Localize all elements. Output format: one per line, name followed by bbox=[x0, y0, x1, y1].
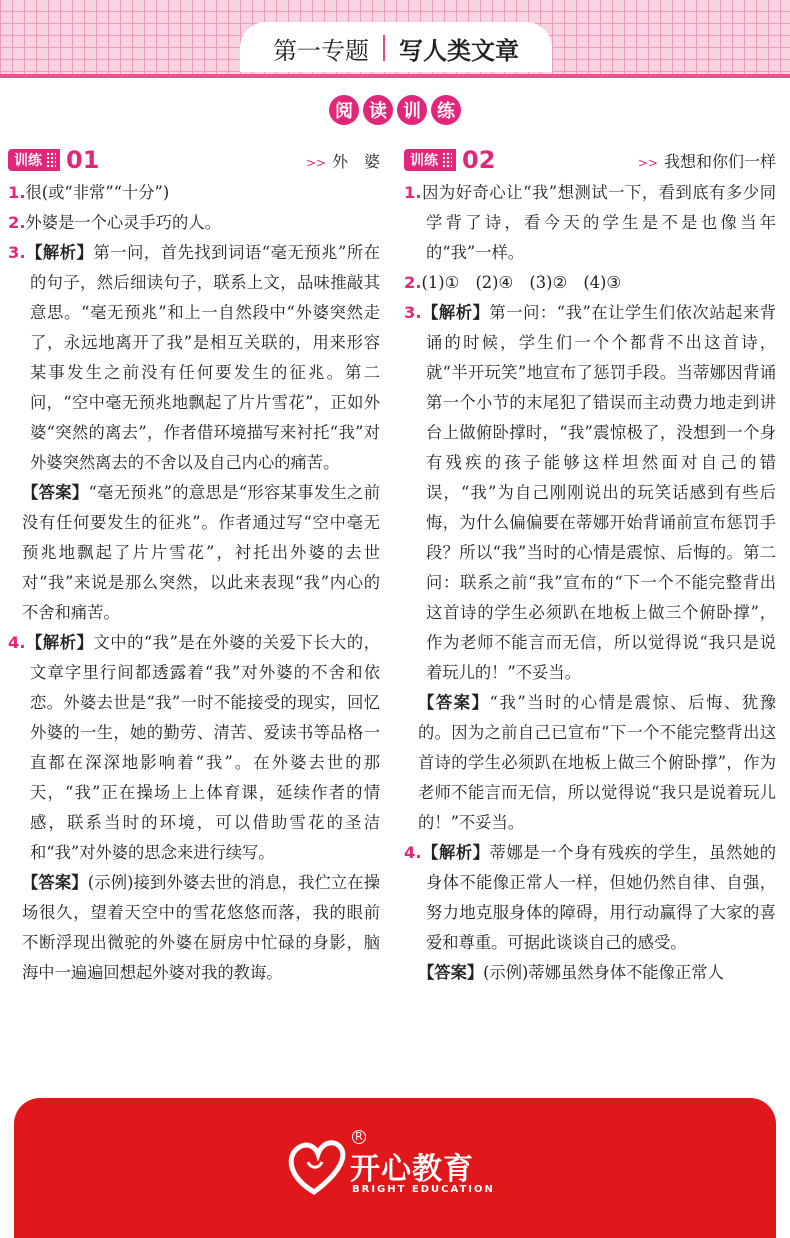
section-title bbox=[0, 95, 790, 125]
item-text: 很(或“非常”“十分”) bbox=[25, 183, 170, 202]
chapter-title bbox=[240, 26, 552, 70]
item-text: 蒂娜是一个身有残疾的学生，虽然她的身体不能像正常人一样，但她仍然自律、自强，努力地克服身体的障碍，用行动赢得了大家的喜爱和尊重。可据此谈谈自己的感受。 bbox=[426, 843, 776, 952]
answer-paragraph bbox=[404, 958, 776, 988]
item-text: “我”当时的心情是震惊、后悔、犹豫的。因为之前自己已宣布“下一个不能完整背出这首诗的学生必须趴在地板上做三个俯卧撑”，作为老师不能言而无信，所以觉得说“我只是说着玩儿的！”不妥当。 bbox=[418, 693, 776, 832]
question-item bbox=[8, 208, 380, 238]
answer-paragraph bbox=[404, 688, 776, 838]
item-number: 4. bbox=[8, 633, 26, 652]
header-divider bbox=[0, 74, 790, 78]
section-char: 练 bbox=[431, 95, 461, 125]
item-tag: 【解析】 bbox=[421, 303, 490, 322]
question-item bbox=[404, 268, 776, 298]
item-text: 文中的“我”是在外婆的关爱下长大的，文章字里行间都透露着“我”对外婆的不舍和依恋。外婆去世是“我”一时不能接受的现实，回忆外婆的一生，她的勤劳、清苦、爱读书等品格一直都在深深地影响着“我”。在外婆去世的那天，“我”正在操场上上体育课，延续作者的情感，联系当时的环境，可以借助雪花的圣洁和“我”对外婆的思念来进行续写。 bbox=[30, 633, 380, 862]
item-number: 1. bbox=[8, 183, 26, 202]
item-number: 1. bbox=[404, 183, 422, 202]
item-text: “毫无预兆”的意思是“形容某事发生之前没有任何要发生的征兆”。作者通过写“空中毫无预兆地飘起了片片雪花”，衬托出外婆的去世对“我”来说是那么突然，以此来表现“我”内心的不舍和痛苦。 bbox=[22, 483, 380, 622]
question-item bbox=[8, 238, 380, 478]
exercise-header bbox=[8, 146, 380, 174]
exercise-badge bbox=[404, 149, 456, 171]
item-tag: 【解析】 bbox=[25, 243, 94, 262]
item-number: 3. bbox=[8, 243, 26, 262]
item-tag: 【答案】 bbox=[418, 963, 484, 982]
dots-icon bbox=[442, 152, 452, 168]
item-tag: 【解析】 bbox=[421, 843, 490, 862]
arrow-icon: >> bbox=[305, 155, 326, 170]
dots-icon bbox=[46, 152, 56, 168]
item-text: 第一问：“我”在让学生们依次站起来背诵的时候，学生们一个个都背不出这首诗，就“半开玩笑”地宣布了惩罚手段。当蒂娜因背诵第一个小节的末尾犯了错误而主动费力地走到讲台上做俯卧撑时，“我”震惊极了，没想到一个身有残疾的孩子能够这样坦然面对自己的错误，“我”为自己刚刚说出的玩笑话感到有些后悔，为什么偏偏要在蒂娜开始背诵前宣布惩罚手段？所以“我”当时的心情是震惊、后悔的。第二问：联系之前“我”宣布的“下一个不能完整背出这首诗的学生必须趴在地板上做三个俯卧撑”，作为老师不能言而无信，所以觉得说“我只是说着玩儿的！”不妥当。 bbox=[426, 303, 776, 682]
item-number: 3. bbox=[404, 303, 422, 322]
item-text: (1)① (2)④ (3)② (4)③ bbox=[421, 273, 621, 292]
item-text: 第一问，首先找到词语“毫无预兆”所在的句子，然后细读句子，联系上文，品味推敲其意思。“毫无预兆”和上一自然段中“外婆突然走了，永远地离开了我”是相互关联的，用来形容某事发生之前没有任何要发生的征兆。第二问，“空中毫无预兆地飘起了片片雪花”，正如外婆“突然的离去”，作者借环境描写来衬托“我”对外婆突然离去的不舍以及自己内心的痛苦。 bbox=[30, 243, 380, 472]
section-char: 阅 bbox=[329, 95, 359, 125]
exercise-badge bbox=[8, 149, 60, 171]
answer-paragraph bbox=[8, 478, 380, 628]
chapter-name: 写人类文章 bbox=[399, 36, 519, 65]
item-text: 外婆是一个心灵手巧的人。 bbox=[25, 213, 221, 232]
exercise-topic bbox=[638, 149, 776, 172]
topic-label: 我想和你们一样 bbox=[663, 151, 776, 171]
question-item bbox=[8, 628, 380, 868]
item-number: 2. bbox=[404, 273, 422, 292]
answer-paragraph bbox=[8, 868, 380, 988]
item-tag: 【解析】 bbox=[25, 633, 94, 652]
exercise-header bbox=[404, 146, 776, 174]
brand-name: 开心教育 bbox=[350, 1152, 474, 1187]
section-char: 训 bbox=[397, 95, 427, 125]
item-number: 2. bbox=[8, 213, 26, 232]
item-tag: 【答案】 bbox=[22, 483, 89, 502]
item-text: (示例)接到外婆去世的消息，我伫立在操场很久，望着天空中的雪花悠悠而落，我的眼前不断浮现出微驼的外婆在厨房中忙碌的身影，脑海中一遍遍回想起外婆对我的教诲。 bbox=[22, 873, 380, 982]
left-column bbox=[8, 146, 380, 988]
right-column bbox=[404, 146, 776, 988]
question-item bbox=[404, 298, 776, 688]
answer-list bbox=[8, 178, 380, 988]
registered-mark: R bbox=[352, 1130, 366, 1144]
item-text: (示例)蒂娜虽然身体不能像正常人 bbox=[483, 963, 724, 982]
title-separator bbox=[383, 35, 385, 61]
badge-label: 训练 bbox=[410, 153, 438, 169]
brand-name-en: BRIGHT EDUCATION bbox=[352, 1184, 495, 1195]
question-item bbox=[404, 178, 776, 268]
question-item bbox=[8, 178, 380, 208]
exercise-number: 01 bbox=[66, 146, 100, 174]
exercise-topic bbox=[306, 149, 380, 172]
item-tag: 【答案】 bbox=[22, 873, 88, 892]
item-tag: 【答案】 bbox=[418, 693, 490, 712]
arrow-icon: >> bbox=[637, 155, 658, 170]
answer-list bbox=[404, 178, 776, 988]
exercise-number: 02 bbox=[462, 146, 496, 174]
item-number: 4. bbox=[404, 843, 422, 862]
badge-label: 训练 bbox=[14, 153, 42, 169]
question-item bbox=[404, 838, 776, 958]
section-char: 读 bbox=[363, 95, 393, 125]
item-text: 因为好奇心让“我”想测试一下，看到底有多少同学背了诗，看今天的学生是不是也像当年的“我”一样。 bbox=[421, 183, 776, 262]
topic-label: 外 婆 bbox=[331, 151, 380, 171]
chapter-label: 第一专题 bbox=[273, 36, 369, 65]
